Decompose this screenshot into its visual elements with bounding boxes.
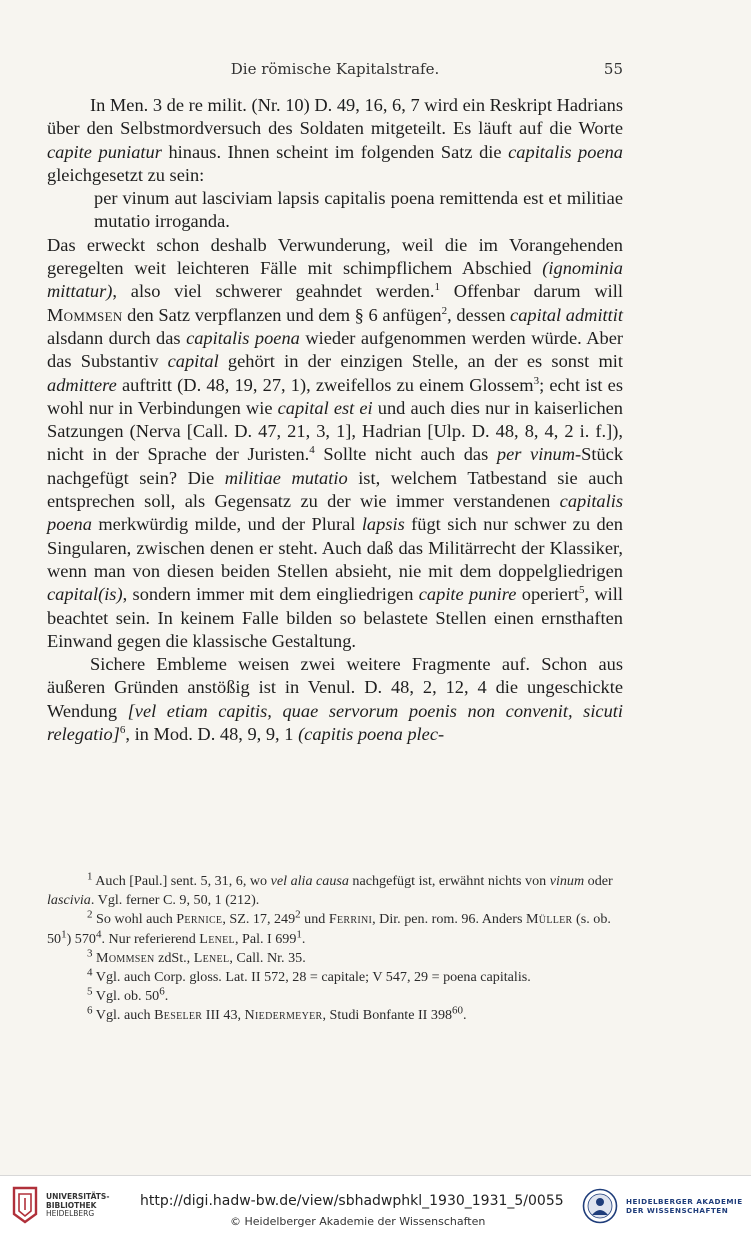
footnote-1: $^1$ Auch [Paul.] sent. 5, 31, 6, wo vel alia causa nachgefügt ist, erwähnt nichts von vinum oder lascivia. Vgl. ferner C. 9, 50, 1 (212). bbox=[47, 870, 613, 909]
footnote-ref-5: 5 bbox=[578, 584, 585, 597]
academy-name[interactable]: HEIDELBERGER AKADEMIE DER WISSENSCHAFTEN bbox=[626, 1197, 743, 1216]
university-library-logo-icon[interactable] bbox=[10, 1184, 40, 1224]
permalink-url[interactable]: http://digi.hadw-bw.de/view/sbhadwphkl_1930_1931_5/0055 bbox=[140, 1193, 564, 1209]
viewer-footer bbox=[0, 1175, 751, 1235]
footnote-2: $^2$ So wohl auch Pernice, SZ. 17, $249^2$ und Ferrini, Dir. pen. rom. 96. Anders Müller (s. ob. $50^1$) $570^4$. Nur referierend Lenel, Pal. I $699^1$. bbox=[47, 908, 611, 947]
footnote-ref-1: 1 bbox=[434, 281, 441, 294]
footnotes bbox=[47, 872, 623, 1026]
footnote-6: $^6$ Vgl. auch Beseler III 43, Niedermeyer, Studi Bonfante II $398^{60}$. bbox=[87, 1004, 467, 1024]
academy-seal-icon[interactable] bbox=[582, 1188, 618, 1224]
footnote-3: $^3$ Mommsen zdSt., Lenel, Call. Nr. 35. bbox=[87, 947, 306, 966]
university-library-name[interactable]: UNIVERSITÄTS- BIBLIOTHEK HEIDELBERG bbox=[46, 1192, 110, 1219]
page-number: 55 bbox=[603, 60, 623, 78]
paragraph-1: In Men. 3 de re milit. (Nr. 10) D. 49, 16, 6, 7 wird ein Reskript Hadrians über den Selbstmordversuch des Soldaten mitgeteilt. Es läuft auf die Worte capite puniatur hinaus. Ihnen scheint im folgenden Satz die capitalis poena gleichgesetzt zu sein: bbox=[47, 95, 624, 185]
running-title: Die römische Kapitalstrafe. bbox=[230, 60, 440, 78]
footnote-ref-2: 2 bbox=[441, 304, 448, 317]
footnote-5: $^5$ Vgl. ob. $50^6$. bbox=[87, 985, 169, 1005]
paragraph-2: Das erweckt schon deshalb Verwunderung, weil die im Vorangehenden geregelten weit leichteren Fälle mit schimpflichem Abschied (ignominia mittatur), also viel schwerer geahndet werden.$^1$ Offenbar darum will Mommsen den Satz verpflanzen und dem § 6 anfügen$^2$, dessen capital admittit alsdann durch das capitalis poena wieder aufgenommen werden würde. Aber das Substantiv capital gehört in der einzigen Stelle, an der es sonst mit admittere auftritt (D. 48, 19, 27, 1), zweifellos zu einem Glossem$^3$; echt ist es wohl nur in Verbindungen wie capital est ei und auch dies nur in kaiserlichen Satzungen (Nerva [Call. D. 47, 21, 3, 1], Hadrian [Ulp. D. 48, 8, 4, 2 i. f.]), nicht in der Sprache der Juristen.$^4$ Sollte nicht auch das per vinum-Stück nachgefügt sein? Die militiae mutatio ist, welchem Tatbestand sie auch entsprechen soll, als Gegensatz zu der wie immer verstandenen capitalis poena merkwürdig milde, und der Plural lapsis fügt sich nur schwer zu den Singularen, zwischen denen er steht. Auch daß das Militärrecht der Klassiker, wenn man von diesen beiden Stellen absieht, nie mit dem doppelgliedrigen capital(is), sondern immer mit dem eingliedrigen capite punire operiert$^5$, will beachtet sein. In keinem Falle bilden so belastete Stellen einen ernsthaften Einwand gegen die klassische Gestaltung. bbox=[47, 234, 624, 651]
copyright-notice: © Heidelberger Akademie der Wissenschaften bbox=[230, 1215, 486, 1228]
footnote-4: $^4$ Vgl. auch Corp. gloss. Lat. II 572, 28 = capitale; V 547, 29 = poena capitalis. bbox=[87, 966, 531, 986]
quoted-passage: per vinum aut lasciviam lapsis capitalis poena remittenda est et militiae mutatio irroganda. bbox=[94, 188, 623, 232]
paragraph-3: Sichere Embleme weisen zwei weitere Fragmente auf. Schon aus äußeren Gründen anstößig ist in Venul. D. 48, 2, 12, 4 die ungeschickte Wendung [vel etiam capitis, quae servorum poenis non convenit, sicuti relegatio]$^6$, in Mod. D. 48, 9, 9, 1 (capitis poena plec- bbox=[47, 654, 624, 745]
footnote-ref-4: 4 bbox=[309, 444, 315, 457]
main-text bbox=[47, 94, 623, 746]
footnote-ref-3: 3 bbox=[533, 374, 540, 387]
footnote-ref-6: 6 bbox=[119, 723, 126, 736]
